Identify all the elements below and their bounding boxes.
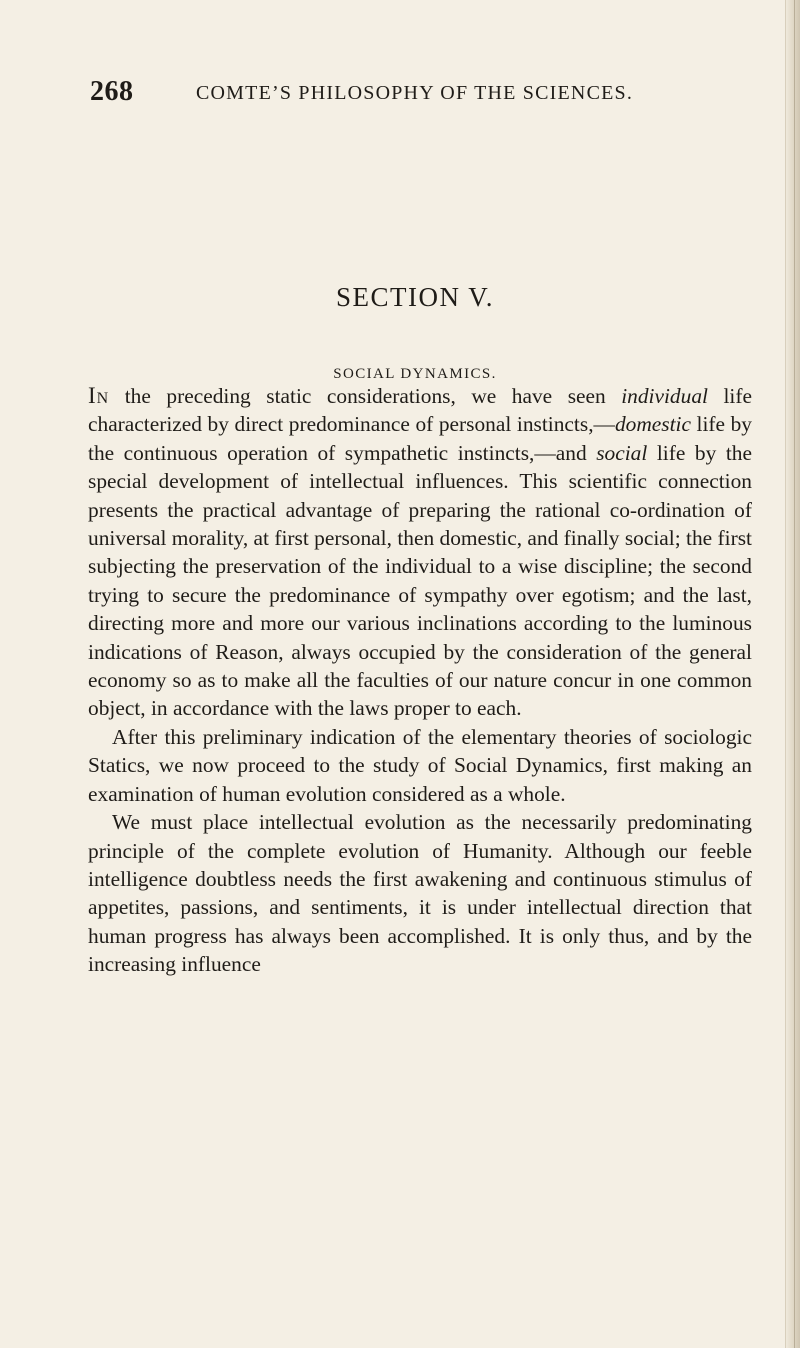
page-edge-line	[794, 0, 795, 1348]
section-subheading: SOCIAL DYNAMICS.	[333, 366, 497, 382]
section-heading: SECTION V.	[335, 282, 495, 312]
italic-social: social	[596, 440, 648, 465]
paragraph-1-text: the preceding static considerations, we have seen	[109, 384, 622, 408]
paragraph-2	[88, 723, 752, 808]
page-number: 268	[90, 76, 134, 107]
paragraph-1-text: life characterized by direct predominance of personal instincts,—	[88, 384, 752, 437]
paragraph-1-opening-word: In	[88, 383, 110, 408]
paragraph-1	[88, 382, 752, 723]
italic-domestic: domestic	[614, 412, 691, 437]
italic-individual: individual	[621, 384, 708, 408]
paragraph-3	[88, 808, 752, 978]
paragraph-2-text: After this preliminary indication of the elementary theories of sociologic Statics, we now proceed to the study of Social Dynamics, first making an examination of human evolution considered as a whole.	[88, 724, 752, 806]
page-edge	[785, 0, 800, 1348]
running-head	[90, 76, 740, 116]
body-text	[88, 382, 752, 979]
paragraph-3-text: We must place intellectual evolution as the necessarily predominating principle of the complete evolution of Humanity. Although our feeble intelligence doubtless needs the first awakening and continuous stimulus of appetites, passions, and sentiments, it is under intellectual direction that human progress has always been accomplished. It is only thus, and by the increasing influence	[88, 810, 752, 977]
paragraph-1-text: life by the special development of intellectual influences. This scientific connection presents the practical advantage of preparing the rational co-ordination of universal morality, at first personal, then domestic, and finally social; the first subjecting the preservation of the individual to a wise discipline; the second trying to secure the predominance of sympathy over egotism; and the last, directing more and more our various inclinations according to the luminous indications of Reason, always occupied by the consideration of the general economy so as to make all the faculties of our nature concur in one common object, in accordance with the laws proper to each.	[88, 440, 752, 721]
running-title: COMTE’S PHILOSOPHY OF THE SCIENCES.	[196, 82, 634, 104]
paragraph-1-text: life by the continuous operation of sympathetic instincts,—and	[88, 412, 753, 465]
